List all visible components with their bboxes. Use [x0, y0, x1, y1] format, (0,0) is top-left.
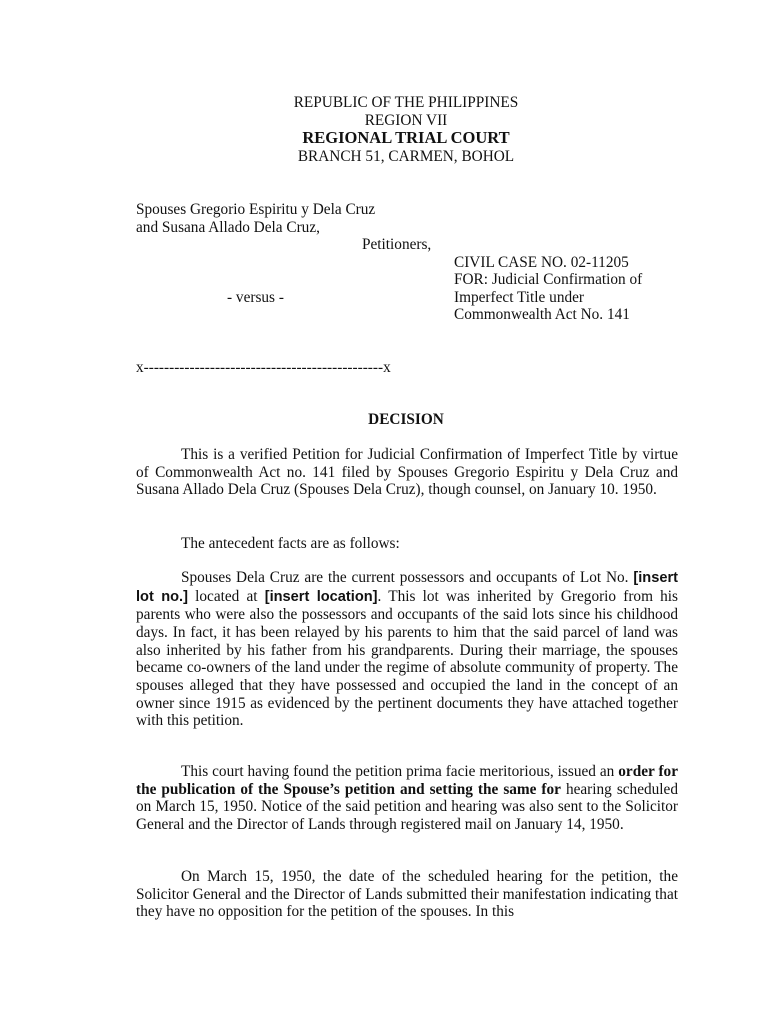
- paragraph-3-text-e: . This lot was inherited by Gregorio from his parents who were also the possessors and occupants of the said lots since his childhood days. In fact, it has been relayed by his parents to him that the said parcel of land was also inherited by his father from his grandparents. During their marriage, the spouses became co-owners of the land under the regime of absolute community of property. The spouses alleged that they have possessed and occupied the land in the concept of an owner since 1915 as evidenced by the pertinent documents they have attached together with this petition.: [136, 587, 679, 730]
- paragraph-3-text-c: located at: [187, 587, 265, 605]
- location-placeholder: [insert location]: [264, 588, 378, 605]
- lot-number-placeholder: [insert lot no.]: [136, 570, 678, 605]
- caption-separator: x-----------------------------------------------x: [136, 359, 391, 376]
- header-region: REGION VII: [364, 112, 448, 129]
- paragraph-4: [136, 763, 678, 834]
- header-republic: REPUBLIC OF THE PHILIPPINES: [293, 94, 519, 111]
- paragraph-4-text-a: This court having found the petition prima facie meritorious, issued an: [181, 763, 619, 780]
- paragraph-1: This is a verified Petition for Judicial Confirmation of Imperfect Title by virtue of Commonwealth Act no. 141 filed by Spouses Gregorio Espiritu y Dela Cruz and Susana Allado Dela Cruz (Spouses Dela Cruz), though counsel, on January 10. 1950.: [136, 446, 678, 499]
- case-for-line-2: Imperfect Title under: [454, 289, 584, 306]
- case-number: CIVIL CASE NO. 02-11205: [454, 254, 629, 271]
- versus-label: - versus -: [227, 289, 284, 306]
- petitioners-label: Petitioners,: [362, 236, 432, 253]
- paragraph-4-text-c: hearing scheduled on March 15, 1950. Notice of the said petition and hearing was also sent to the Solicitor General and the Director of Lands through registered mail on January 14, 1950.: [136, 780, 678, 833]
- petitioners-line-2: and Susana Allado Dela Cruz,: [136, 219, 320, 236]
- header-court: REGIONAL TRIAL COURT: [302, 128, 510, 147]
- decision-title: DECISION: [368, 411, 444, 428]
- paragraph-3: [136, 569, 678, 730]
- paragraph-5: On March 15, 1950, the date of the scheduled hearing for the petition, the Solicitor General and the Director of Lands submitted their manifestation indicating that they have no opposition for the petition of the spouses. In this: [136, 868, 678, 921]
- paragraph-2: The antecedent facts are as follows:: [181, 535, 400, 552]
- petitioners-line-1: Spouses Gregorio Espiritu y Dela Cruz: [136, 201, 376, 218]
- case-for-line-1: FOR: Judicial Confirmation of: [454, 271, 643, 288]
- paragraph-4-bold-order: order for the publication of the Spouse’s petition and setting the same for: [136, 763, 678, 798]
- case-for-line-3: Commonwealth Act No. 141: [454, 306, 630, 323]
- header-branch: BRANCH 51, CARMEN, BOHOL: [297, 148, 515, 165]
- paragraph-3-text-a: Spouses Dela Cruz are the current possessors and occupants of Lot No.: [181, 569, 634, 586]
